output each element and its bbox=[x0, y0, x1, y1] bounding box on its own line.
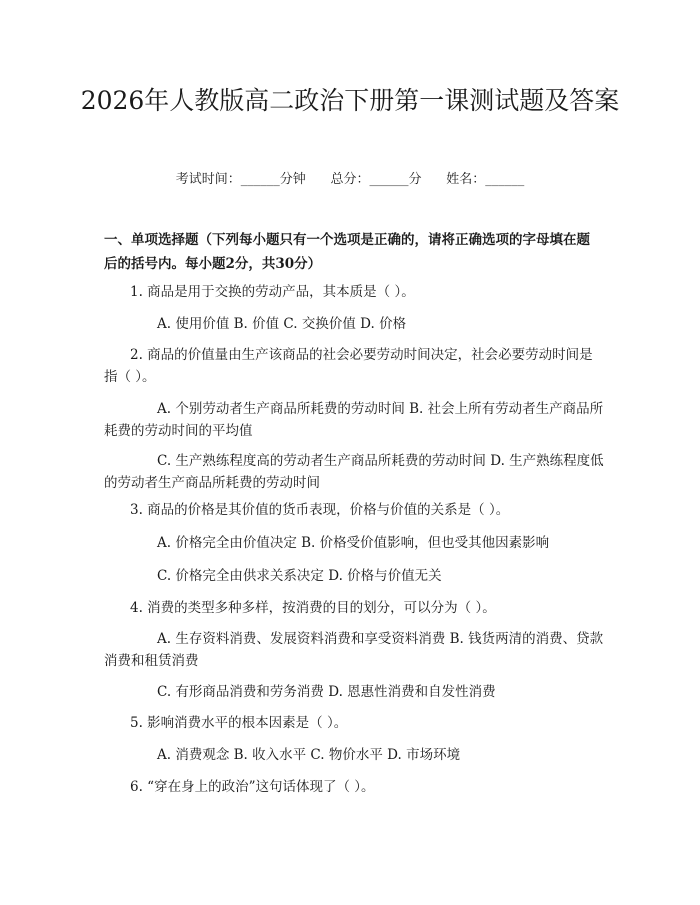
question-5-options: A. 消费观念 B. 收入水平 C. 物价水平 D. 市场环境 bbox=[157, 747, 461, 763]
document-title: 2026年人教版高二政治下册第一课测试题及答案 bbox=[80, 86, 620, 115]
question-2-options-cd: C. 生产熟练程度高的劳动者生产商品所耗费的劳动时间 D. 生产熟练程度低的劳动者生产商品所耗费的劳动时间 bbox=[104, 453, 604, 491]
question-3-options-ab: A. 价格完全由价值决定 B. 价格受价值影响，但也受其他因素影响 bbox=[157, 535, 550, 551]
question-5-stem: 5. 影响消费水平的根本因素是（ ）。 bbox=[130, 715, 348, 731]
exam-info-line: 考试时间：______分钟 总分：______分 姓名：______ bbox=[175, 172, 525, 187]
question-2-stem: 2. 商品的价值量由生产该商品的社会必要劳动时间决定，社会必要劳动时间是指（ ）。 bbox=[104, 347, 593, 385]
question-1-options: A. 使用价值 B. 价值 C. 交换价值 D. 价格 bbox=[157, 316, 407, 332]
question-4-stem: 4. 消费的类型多种多样，按消费的目的划分，可以分为（ ）。 bbox=[130, 600, 496, 616]
question-1-stem: 1. 商品是用于交换的劳动产品，其本质是（ ）。 bbox=[130, 284, 415, 300]
section-heading: 一、单项选择题（下列每小题只有一个选项是正确的，请将正确选项的字母填在题后的括号内。每小题2分，共30分） bbox=[104, 232, 590, 272]
question-4-options-ab: A. 生存资料消费、发展资料消费和享受资料消费 B. 钱货两清的消费、贷款消费和租赁消费 bbox=[104, 631, 604, 669]
question-4-options-cd: C. 有形商品消费和劳务消费 D. 恩惠性消费和自发性消费 bbox=[157, 684, 496, 700]
question-2-options-ab: A. 个别劳动者生产商品所耗费的劳动时间 B. 社会上所有劳动者生产商品所耗费的劳动时间的平均值 bbox=[104, 401, 604, 439]
question-6-stem: 6. “穿在身上的政治”这句话体现了（ ）。 bbox=[130, 779, 375, 795]
question-3-options-cd: C. 价格完全由供求关系决定 D. 价格与价值无关 bbox=[157, 568, 442, 584]
question-3-stem: 3. 商品的价格是其价值的货币表现，价格与价值的关系是（ ）。 bbox=[130, 502, 510, 518]
